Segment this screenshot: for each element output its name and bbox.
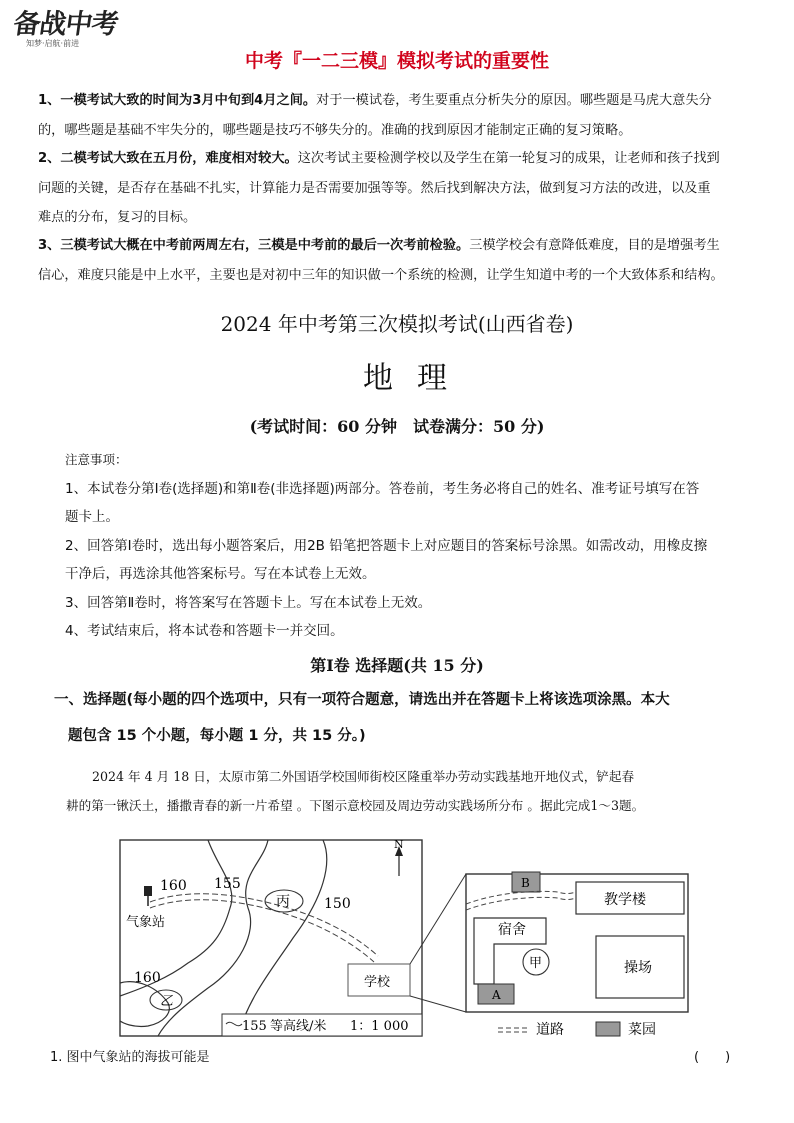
contour-label-160: 160 bbox=[160, 878, 187, 894]
legend-contour-text: 等高线/米 bbox=[270, 1019, 327, 1034]
note-line: 2、回答第Ⅰ卷时，选出每小题答案后，用2B 铅笔把答题卡上对应题目的答案标号涂黑。如需改动，用橡皮擦 bbox=[65, 537, 708, 554]
intro-item-2 bbox=[38, 144, 758, 233]
contour-line bbox=[158, 840, 268, 1036]
legend-garden-symbol bbox=[596, 1022, 620, 1036]
note-line: 题卡上。 bbox=[65, 509, 119, 525]
jia-label: 甲 bbox=[529, 956, 543, 971]
intro-item-1 bbox=[38, 86, 758, 145]
zoom-connector-line bbox=[410, 996, 466, 1012]
question-1-text: 1. 图中气象站的海拔可能是 bbox=[50, 1050, 210, 1065]
logo-text: 备战中考 bbox=[11, 9, 120, 40]
zoom-connector-line bbox=[410, 874, 466, 964]
intro-text: 这次考试主要检测学校以及学生在第一轮复习的成果，让老师和孩子找到 bbox=[297, 151, 720, 166]
intro-text: 难点的分布，复习的目标。 bbox=[38, 210, 197, 225]
logo-subtitle: 知梦·启航·前进 bbox=[26, 39, 80, 48]
section-title: 第Ⅰ卷 选择题(共 15 分) bbox=[310, 656, 484, 675]
legend-scale: 1：1 000 bbox=[350, 1019, 409, 1034]
answer-blank[interactable]: ( ) bbox=[694, 1050, 731, 1065]
intro-lead: 2、二模考试大致在五月份，难度相对较大。 bbox=[38, 151, 298, 166]
playground-label: 操场 bbox=[624, 960, 652, 976]
yi-label: 乙 bbox=[160, 994, 174, 1009]
plot-a-label: A bbox=[492, 988, 501, 1002]
dorm-label: 宿舍 bbox=[498, 922, 526, 938]
subject-title: 地理 bbox=[363, 361, 471, 396]
weather-station-icon bbox=[144, 886, 152, 896]
intro-lead: 1、一模考试大致的时间为3月中旬到4月之间。 bbox=[38, 93, 317, 108]
plot-b-label: B bbox=[521, 876, 530, 890]
exam-title: 2024 年中考第三次模拟考试(山西省卷) bbox=[220, 312, 574, 336]
intro-text: 信心，难度只能是中上水平，主要也是对初中三年的知识做一个系统的检测，让学生知道中考的一个大致体系和结构。 bbox=[38, 267, 724, 283]
teaching-building-label: 教学楼 bbox=[604, 892, 646, 908]
note-line: 3、回答第Ⅱ卷时，将答案写在答题卡上。写在本试卷上无效。 bbox=[65, 594, 432, 611]
exam-time-info: (考试时间：60 分钟 试卷满分：50 分) bbox=[249, 417, 545, 436]
legend-contour-value: 155 bbox=[242, 1019, 267, 1034]
instructions-line: 一、选择题(每小题的四个选项中，只有一项符合题意，请选出并在答题卡上将该选项涂黑。本大 bbox=[54, 692, 670, 708]
intro-text: 三模学校会有意降低难度，目的是增强考生 bbox=[469, 238, 720, 253]
banner-title: 中考『一二三模』模拟考试的重要性 bbox=[244, 50, 549, 72]
contour-line bbox=[238, 840, 327, 1036]
note-line: 4、考试结束后，将本试卷和答题卡一并交回。 bbox=[65, 623, 344, 639]
legend-road-label: 道路 bbox=[536, 1022, 564, 1038]
notes-block bbox=[65, 446, 755, 646]
intro-lead: 3、三模考试大概在中考前两周左右，三模是中考前的最后一次考前检验。 bbox=[38, 238, 470, 253]
note-line: 1、本试卷分第Ⅰ卷(选择题)和第Ⅱ卷(非选择题)两部分。答卷前，考生务必将自己的姓名、准考证号填写在答 bbox=[65, 480, 700, 497]
instructions-line: 题包含 15 个小题，每小题 1 分，共 15 分。) bbox=[68, 728, 366, 744]
contour-label-155: 155 bbox=[214, 876, 241, 892]
notes-heading: 注意事项： bbox=[65, 452, 128, 467]
weather-station-label: 气象站 bbox=[126, 915, 166, 930]
north-label: N bbox=[394, 838, 404, 851]
inset-road bbox=[466, 891, 576, 904]
passage-line: 2024 年 4 月 18 日，太原市第二外国语学校国师街校区隆重举办劳动实践基地开地仪式，铲起春 bbox=[92, 769, 635, 784]
legend-garden-label: 菜园 bbox=[628, 1022, 656, 1038]
contour-label-150: 150 bbox=[324, 896, 351, 912]
bing-label: 丙 bbox=[276, 894, 290, 910]
intro-text: 对于一模试卷，考生要重点分析失分的原因。哪些题是马虎大意失分 bbox=[316, 93, 712, 108]
passage bbox=[66, 762, 756, 820]
passage-line: 耕的第一锹沃土，播撒青春的新一片希望 。下图示意校园及周边劳动实践场所分布 。据此完成1～3题。 bbox=[66, 798, 645, 813]
question-instructions bbox=[54, 682, 754, 754]
intro-text: 的，哪些题是基础不牢失分的，哪些题是技巧不够失分的。准确的找到原因才能制定正确的复习策略。 bbox=[38, 122, 632, 138]
publisher-logo bbox=[8, 0, 158, 50]
campus-map-figure bbox=[118, 838, 690, 1044]
school-label: 学校 bbox=[364, 975, 391, 990]
contour-label-160b: 160 bbox=[134, 970, 161, 986]
intro-text: 问题的关键，是否存在基础不扎实，计算能力是否需要加强等等。然后找到解决方法，做到复习方法的改进，以及重 bbox=[38, 180, 711, 196]
intro-item-3 bbox=[38, 231, 758, 290]
note-line: 干净后，再选涂其他答案标号。写在本试卷上无效。 bbox=[65, 566, 376, 582]
